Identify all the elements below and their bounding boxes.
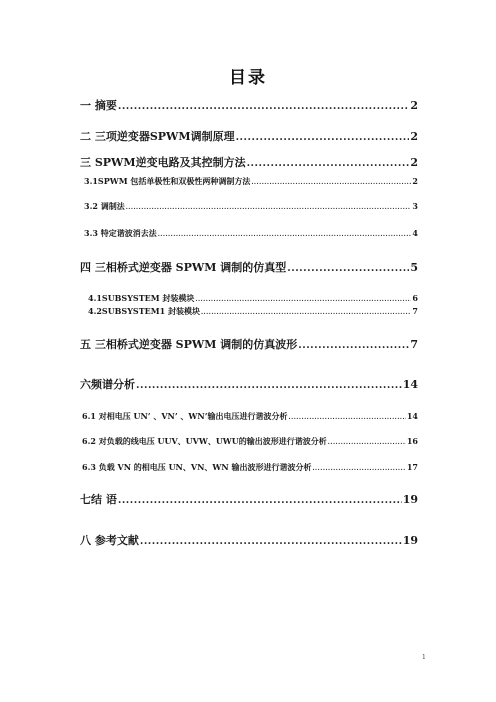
toc-entry-6-3[interactable] [82,462,418,473]
toc-entry-6-2[interactable] [82,436,418,447]
toc-entry-page: 7 [410,338,418,351]
toc-title: 目录 [229,68,267,88]
toc-entry-page: 6 [412,293,418,303]
toc-entry-label: 五 三相桥式逆变器 SPWM 调制的仿真波形 [80,338,298,351]
toc-entry-label: 四 三相桥式逆变器 SPWM 调制的仿真型 [80,261,287,274]
toc-entry-page: 19 [402,493,418,506]
toc-entry-page: 3 [412,201,418,211]
toc-entry-4-2[interactable] [88,306,418,317]
page-number: 1 [422,654,426,661]
toc-entry-simulation-waveform[interactable] [80,336,418,352]
toc-entry-spwm-principle[interactable] [80,128,418,144]
toc-leader-dots [140,536,402,547]
toc-entry-label: 三 SPWM逆变电路及其控制方法 [80,156,246,169]
toc-leader-dots [328,439,406,446]
toc-entry-page: 14 [406,411,418,421]
toc-entry-page: 17 [406,462,418,472]
toc-entry-references[interactable] [80,532,418,548]
toc-entry-page: 7 [412,306,418,316]
toc-entry-6-1[interactable] [82,411,418,422]
toc-entry-3-2[interactable] [84,201,418,212]
toc-entry-4-1[interactable] [88,293,418,304]
toc-entry-abstract[interactable] [80,97,418,113]
toc-entry-page: 4 [412,228,418,238]
toc-entry-label: 4.1SUBSYSTEM 封装模块 [88,293,195,303]
toc-entry-label: 六频谱分析 [80,378,135,391]
toc-entry-label: 3.1SPWM 包括单极性和双极性两种调制方法 [84,176,251,186]
toc-entry-label: 3.2 调制法 [84,201,125,211]
toc-entry-label: 4.2SUBSYSTEM1 封装模块 [88,306,200,316]
toc-entry-page: 14 [402,378,418,391]
toc-leader-dots [251,179,411,186]
toc-leader-dots [236,132,410,143]
toc-entry-conclusion[interactable] [80,491,418,507]
toc-entry-label: 一 摘要 [80,99,117,112]
toc-entry-label: 6.2 对负载的线电压 UUV、UVW、UWU的输出波形进行谐波分析 [82,436,327,446]
toc-leader-dots [136,380,402,391]
toc-leader-dots [287,263,409,274]
toc-entry-3-3[interactable] [84,228,418,239]
toc-entry-spectrum-analysis[interactable] [80,376,418,392]
toc-entry-label: 二 三项逆变器SPWM调制原理 [80,130,235,143]
toc-leader-dots [126,204,412,211]
toc-leader-dots [312,465,405,472]
toc-entry-simulation-model[interactable] [80,259,418,275]
toc-entry-page: 16 [406,436,418,446]
toc-entry-page: 2 [412,176,418,186]
toc-leader-dots [158,231,412,238]
toc-leader-dots [247,158,410,169]
toc-entry-page: 19 [402,534,418,547]
toc-entry-page: 2 [410,130,418,143]
toc-leader-dots [195,296,411,303]
toc-leader-dots [201,309,411,316]
toc-entry-label: 七结 语 [80,493,117,506]
toc-entry-spwm-circuit[interactable] [80,154,418,170]
toc-entry-label: 八 参考文献 [80,534,139,547]
toc-entry-page: 2 [410,99,418,112]
toc-entry-label: 6.3 负载 VN 的相电压 UN、VN、WN 输出波形进行谐波分析 [82,462,312,472]
toc-leader-dots [289,414,406,421]
toc-entry-3-1[interactable] [84,176,418,187]
toc-entry-page: 5 [410,261,418,274]
toc-leader-dots [118,495,402,506]
toc-leader-dots [118,101,410,112]
toc-leader-dots [298,340,409,351]
toc-entry-label: 6.1 对相电压 UN’ 、VN’ 、WN’输出电压进行谐波分析 [82,411,288,421]
toc-entry-label: 3.3 特定谐波消去法 [84,228,157,238]
toc-entry-page: 2 [410,156,418,169]
